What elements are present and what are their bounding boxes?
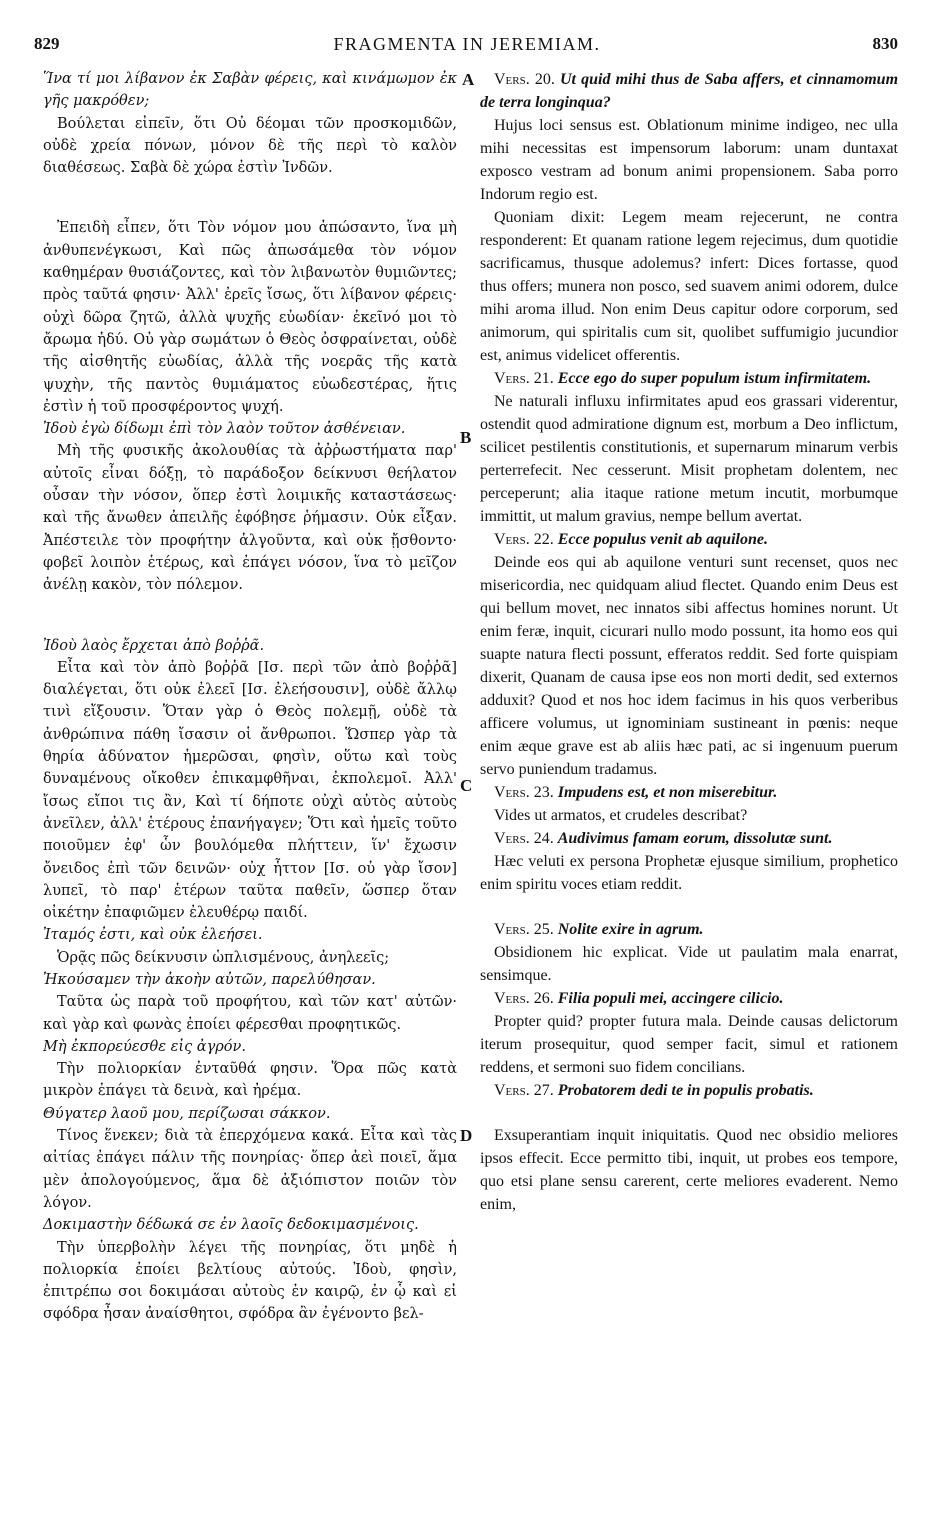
commentary-paragraph: Ταῦτα ὡς παρὰ τοῦ προφήτου, καὶ τῶν κατ' αὐτῶν· καὶ γὰρ καὶ φωνὰς ἐποίει φέρεσθαι προφητικῶς. — [43, 994, 457, 1033]
scripture-lemma: Θύγατερ λαοῦ μου, περίζωσαι σάκκον. — [43, 1105, 331, 1122]
greek-column — [43, 68, 457, 1326]
scripture-lemma: Δοκιμαστὴν δέδωκά σε ἐν λαοῖς δεδοκιμασμένοις. — [43, 1217, 419, 1234]
commentary-paragraph: Βούλεται εἰπεῖν, ὅτι Οὐ δέομαι τῶν προσκομιδῶν, οὐδὲ χρεία πόνων, μόνον δὲ τῆς περὶ τὸ καλὸν διαθέσεως. Σαβὰ δὲ χώρα ἐστὶν Ἰνδῶν. — [43, 115, 457, 177]
verse-text: Probatorem dedi te in populis probatis. — [557, 1082, 814, 1099]
paragraph-gap — [480, 1102, 898, 1124]
page-number-left: 829 — [34, 34, 60, 53]
verse-label: Vers. 20. — [494, 71, 555, 88]
verse-heading — [480, 918, 898, 941]
verse-heading — [480, 987, 898, 1010]
commentary-paragraph: Quoniam dixit: Legem meam rejecerunt, ne contra responderent: Et quanam ratione legem rejecimus, dum quotidie sacrificamus, thusque adolemus? infert: Dices fortasse, quod thus offers; munera non posco, sed suavem animi odorem, dulce mihi aroma illud. Non enim Deus capitur odore corporum, sed animorum, qui spiritalis cum sit, quolibet suffumigio jucundior est, animus videlicet offerentis. — [480, 209, 898, 364]
verse-text: Audivimus famam eorum, dissolutæ sunt. — [557, 830, 833, 847]
scripture-lemma: Ἰταμός ἐστι, καὶ οὐκ ἐλεήσει. — [43, 927, 263, 944]
verse-heading — [480, 367, 898, 390]
commentary-paragraph: Deinde eos qui ab aquilone venturi sunt recenset, quos nec misericordia, nec quidquam aliud flectet. Quando enim Deus est qui bellum movet, nec innatos sibi affectus homines norunt. Ut enim feræ, inquit, cicurari nullo modo possunt, ita homo eos qui suapte natura flecti possunt, efferatos reddit. Sed forte quispiam dixerit, Quanam de causa ipse eos non morti dedit, sed externos adduxit? Quod et nos hoc idem facimus in his quos verberibus afficere volumus, ut ignominiam sustineant in pœnis: neque enim æque grave est ab aliis hæc pati, ac si ingenuum puerum servo puniendum tradamus. — [480, 554, 898, 778]
section-marker-d: D — [460, 1126, 473, 1145]
verse-text: Ecce populus venit ab aquilone. — [557, 531, 768, 548]
verse-label: Vers. 27. — [494, 1082, 554, 1099]
scripture-lemma: Ἠκούσαμεν τὴν ἀκοὴν αὐτῶν, παρελύθησαν. — [43, 971, 376, 988]
section-marker-a: A — [462, 70, 475, 89]
verse-label: Vers. 26. — [494, 990, 554, 1007]
commentary-paragraph: Τίνος ἕνεκεν; διὰ τὰ ἐπερχόμενα κακά. Εἶτα καὶ τὰς αἰτίας ἐπάγει πάλιν τῆς πονηρίας· ὅπερ ἀεὶ ποιεῖ, ἅμα μὲν ἀπολογούμενος, ἅμα δὲ ἀξιόπιστον ποιῶν τὸν λόγον. — [43, 1128, 457, 1211]
commentary-paragraph: Τὴν ὑπερβολὴν λέγει τῆς πονηρίας, ὅτι μηδὲ ἡ πολιορκία ἐποίει βελτίους αὐτούς. Ἰδοὺ, φησὶν, ἐπιτρέπω σοι δοκιμάσαι αὐτοὺς ἐν καιρῷ, ἐν ᾧ καὶ εἰ σφόδρα ἦσαν ἀναίσθητοι, σφόδρα ἂν ἐγένοντο βελ- — [43, 1239, 457, 1323]
commentary-paragraph: Obsidionem hic explicat. Vide ut paulatim mala enarrat, sensimque. — [480, 944, 898, 984]
paragraph-gap — [480, 896, 898, 918]
verse-label: Vers. 21. — [494, 370, 554, 387]
commentary-paragraph: Ὁρᾷς πῶς δείκνυσιν ὡπλισμένους, ἀνηλεεῖς; — [57, 949, 390, 966]
verse-label: Vers. 23. — [494, 784, 554, 801]
verse-text: Nolite exire in agrum. — [557, 921, 704, 938]
verse-heading — [480, 1079, 898, 1102]
commentary-paragraph: Hæc veluti ex persona Prophetæ ejusque similium, prophetico enim spiritu voces etiam reddit. — [480, 853, 898, 893]
commentary-paragraph: Ne naturali influxu infirmitates apud eos grassari viderentur, ostendit quod admiratione dignum est, morbum a Deo inflictum, scilicet pestilentis constitutionis, et supernarum minarum verbis perterrefecit. Nec cesserunt. Misit prophetam dolentem, nec perceperunt; alia itaque ratione metum incutit, morbumque immittit, ut malum gravius, nempe bellum avertat. — [480, 393, 898, 525]
commentary-paragraph: Μὴ τῆς φυσικῆς ἀκολουθίας τὰ ἀῤῥωστήματα παρ' αὐτοῖς εἶναι δόξῃ, τὸ παράδοξον δείκνυσι θεήλατον οὖσαν τὴν νόσον, ὅπερ ἐστὶ λοιμικῆς καταστάσεως· καὶ τῆς ἄνωθεν ἀπειλῆς ἐφόβησε ῥήμασιν. Οὐκ εἶξαν. Ἀπέστειλε τὸν προφήτην ἀλγοῦντα, καὶ οὐκ ᾔσθοντο· φοβεῖ λοιπὸν ἑτέρως, καὶ ἐπάγει νόσον, ἵνα τὸ μεῖζον ἀνέλῃ κακὸν, τὸν πόλεμον. — [43, 443, 457, 594]
commentary-paragraph: Εἶτα καὶ τὸν ἀπὸ βοῤῥᾶ [Ισ. περὶ τῶν ἀπὸ βοῤῥᾶ] διαλέγεται, ὅτι οὐκ ἐλεεῖ [Ισ. ἐλεήσουσιν], οὐδὲ ἄλλῳ τινὶ εἴξουσιν. Ὅταν γὰρ ὁ Θεὸς πολεμῇ, οὐδὲ τὰ ἀνθρώπινα πάθη ἴσασιν οἱ ἄνθρωποι. Ὥσπερ γὰρ τὰ θηρία ἀδύνατον ἡμερῶσαι, φησὶν, οὕτω καὶ τοὺς δυναμένους οἴκοθεν ἐπικαμφθῆναι, ἐκπολεμοῖ. Ἀλλ' ἴσως εἴποι τις ἂν, Καὶ τί δήποτε οὐχὶ αὐτὸς αὐτοὺς ἀνεῖλεν, ἀλλ' ἑτέρους ἐπανήγαγεν; Ὅτι καὶ ἡμεῖς τοῦτο ποιοῦμεν ἐφ' ὧν βουλόμεθα πλήττειν, ἵν' ἔχωσιν ὄνειδος ἐπὶ τῶν δεινῶν· οὐχ ἧττον [Ισ. οὐ γὰρ ἴσον] λυπεῖ, τὸ παρ' ἑτέρων ταῦτα παθεῖν, ὥσπερ ὅταν οἰκέτην ἐπαφιῶμεν ἐλευθέρῳ παιδί. — [43, 659, 457, 922]
verse-heading — [480, 827, 898, 850]
running-header — [0, 0, 934, 70]
commentary-paragraph: Hujus loci sensus est. Oblationum minime indigeo, nec ulla mihi necessitas est impensorum laborum: unam duntaxat exposco vestram ad bonum animi propensionem. Saba porro Indorum regio est. — [480, 117, 898, 203]
page-number-right: 830 — [872, 34, 898, 53]
commentary-paragraph: Propter quid? propter futura mala. Deinde causas delictorum iterum prosequitur, quod semper facit, simul et rationem reddens, et sermoni suo fidem concilians. — [480, 1013, 898, 1076]
commentary-paragraph: Exsuperantiam inquit iniquitatis. Quod nec obsidio meliores ipsos effecit. Ecce permitto tibi, inquit, ut probes eos tempore, quo etsi plane sensu carerent, certe meliores evaderent. Nemo enim, — [480, 1127, 898, 1213]
scripture-lemma: Ἵνα τί μοι λίβανον ἐκ Σαβὰν φέρεις, καὶ κινάμωμον ἐκ γῆς μακρόθεν; — [43, 71, 457, 110]
commentary-paragraph: Ἐπειδὴ εἶπεν, ὅτι Τὸν νόμον μου ἀπώσαντο, ἵνα μὴ ἀνθυπενέγκωσι, Καὶ πῶς ἀπωσάμεθα τὸν νόμον καθημέραν θυσιάζοντες, καὶ τὸν λιβανωτὸν θυμιῶντες; πρὸς ταῦτά φησιν· Ἀλλ' ἐρεῖς ἴσως, ὅτι λίβανον φέρεις· οὐχὶ δῶρα ζητῶ, ἀλλὰ ψυχῆς εὐωδίαν· ἐκεῖνό μοι τὸ ἄρωμα ἡδύ. Οὐ γὰρ σωμάτων ὁ Θεὸς ὀσφραίνεται, οὐδὲ τῆς αἰσθητῆς εὐωδίας, ἀλλὰ τῆς νοερᾶς τῆς κατὰ ψυχὴν, τῆς παντὸς θυμιάματος εὐωδεστέρας, ἥτις ἐστὶν ἡ τοῦ προσφέροντος ψυχή. — [43, 220, 457, 415]
verse-heading — [480, 781, 898, 804]
verse-text: Impudens est, et non miserebitur. — [557, 784, 778, 801]
verse-text: Ut quid mihi thus de Saba affers, et cinnamomum de terra longinqua? — [480, 71, 899, 111]
verse-heading — [480, 68, 898, 114]
verse-heading — [480, 528, 898, 551]
scripture-lemma: Μὴ ἐκπορεύεσθε εἰς ἀγρόν. — [43, 1038, 246, 1055]
scripture-lemma: Ἰδοὺ λαὸς ἔρχεται ἀπὸ βοῤῥᾶ. — [43, 637, 265, 654]
latin-column — [480, 68, 898, 1216]
scripture-lemma: Ἰδοὺ ἐγὼ δίδωμι ἐπὶ τὸν λαὸν τοῦτον ἀσθένειαν. — [43, 421, 406, 438]
running-title: FRAGMENTA IN JEREMIAM. — [333, 34, 601, 54]
commentary-paragraph: Vides ut armatos, et crudeles describat? — [494, 807, 748, 824]
verse-text: Filia populi mei, accingere cilicio. — [557, 990, 784, 1007]
paragraph-gap — [43, 179, 457, 217]
paragraph-gap — [43, 597, 457, 635]
verse-label: Vers. 25. — [494, 921, 554, 938]
verse-text: Ecce ego do super populum istum infirmitatem. — [557, 370, 872, 387]
commentary-paragraph: Τὴν πολιορκίαν ἐνταῦθά φησιν. Ὅρα πῶς κατὰ μικρὸν ἐπάγει τὰ δεινὰ, καὶ ἠρέμα. — [43, 1061, 457, 1100]
section-marker-c: C — [460, 776, 473, 795]
verse-label: Vers. 24. — [494, 830, 554, 847]
verse-label: Vers. 22. — [494, 531, 554, 548]
section-marker-b: B — [460, 428, 472, 447]
